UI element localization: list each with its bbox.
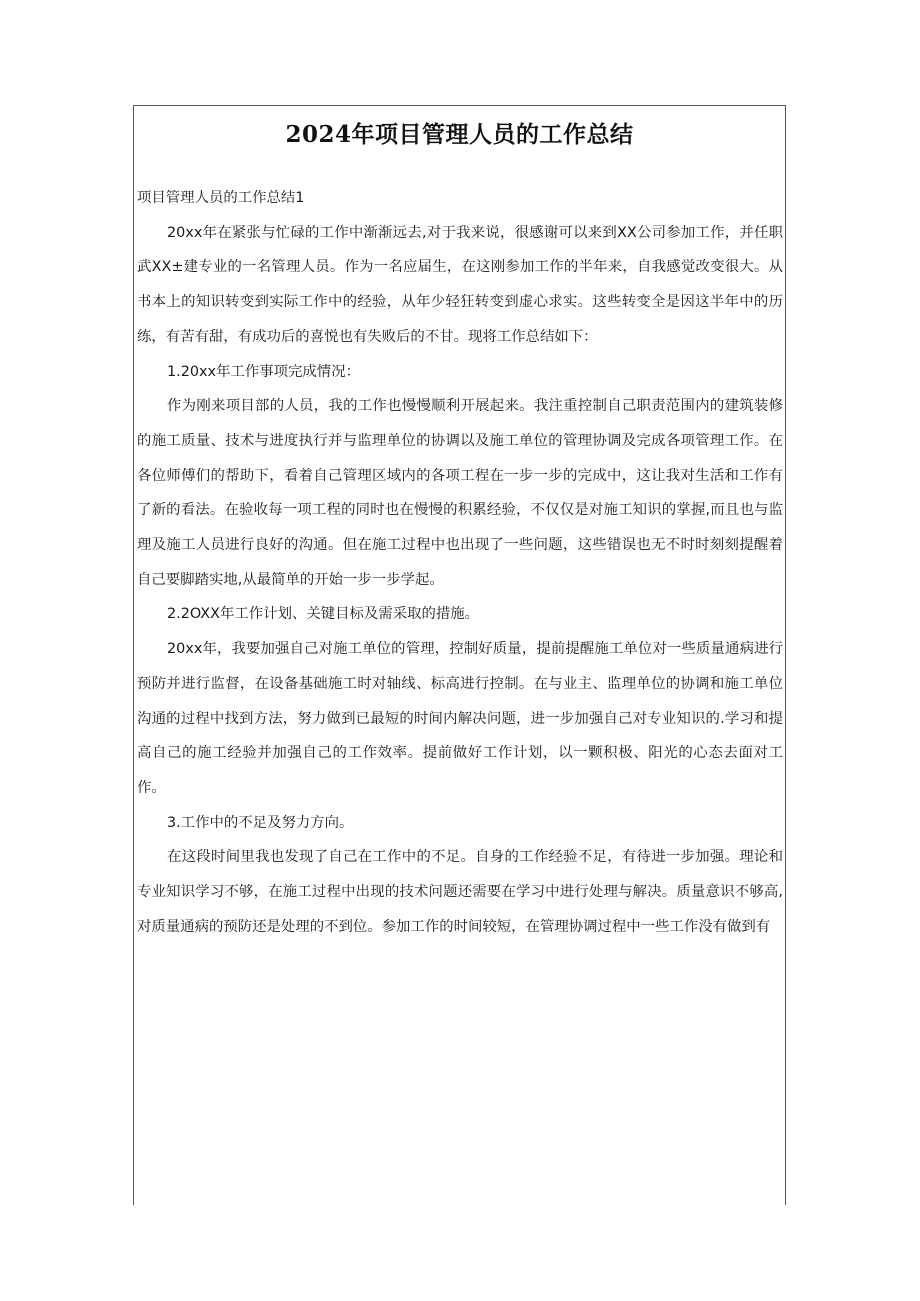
heading-plan: 2.2OXX年工作计划、关键目标及需采取的措施。 [167, 606, 480, 623]
document-body [137, 181, 783, 944]
heading-shortcomings: 3.工作中的不足及努力方向。 [167, 814, 354, 831]
paragraph-shortcomings: 在这段时间里我也发现了自己在工作中的不足。自身的工作经验不足，有待进一步加强。理论和专业知识学习不够，在施工过程中出现的技术问题还需要在学习中进行处理与解决。质量意识不够高,对质量通病的预防还是处理的不到位。参加工作的时间较短，在管理协调过程中一些工作没有做到有 [137, 849, 783, 935]
paragraph-plan: 20xx年，我要加强自己对施工单位的管理，控制好质量，提前提醒施工单位对一些质量通病进行预防并进行监督，在设备基础施工时对轴线、标高进行控制。在与业主、监理单位的协调和施工单位沟通的过程中找到方法，努力做到已最短的时间内解决问题，进一步加强自己对专业知识的.学习和提高自己的施工经验并加强自己的工作效率。提前做好工作计划，以一颗积极、阳光的心态去面对工作。 [137, 641, 783, 796]
section-title: 项目管理人员的工作总结1 [137, 190, 305, 206]
paragraph-intro: 20xx年在紧张与忙碌的工作中渐渐远去,对于我来说，很感谢可以来到XX公司参加工作，并任职武XX±建专业的一名管理人员。作为一名应届生，在这刚参加工作的半年来，自我感觉改变很大。从书本上的知识转变到实际工作中的经验，从年少轻狂转变到虚心求实。这些转变全是因这半年中的历练，有苦有甜，有成功后的喜悦也有失败后的不甘。现将工作总结如下： [137, 224, 783, 345]
paragraph-completion: 作为刚来项目部的人员，我的工作也慢慢顺利开展起来。我注重控制自己职责范围内的建筑装修的施工质量、技术与进度执行并与监理单位的协调以及施工单位的管理协调及完成各项管理工作。在各位师傅们的帮助下，看着自己管理区域内的各项工程在一步一步的完成中，这让我对生活和工作有了新的看法。在验收每一项工程的同时也在慢慢的积累经验，不仅仅是对施工知识的掌握,而且也与监理及施工人员进行良好的沟通。但在施工过程中也出现了一些问题，这些错误也无不时时刻刻提醒着自己要脚踏实地,从最简单的开始一步一步学起。 [137, 398, 783, 588]
heading-completion: 1.20xx年工作事项完成情况： [167, 363, 360, 380]
document-page [133, 105, 786, 1205]
document-title: 2024年项目管理人员的工作总结 [285, 121, 634, 148]
